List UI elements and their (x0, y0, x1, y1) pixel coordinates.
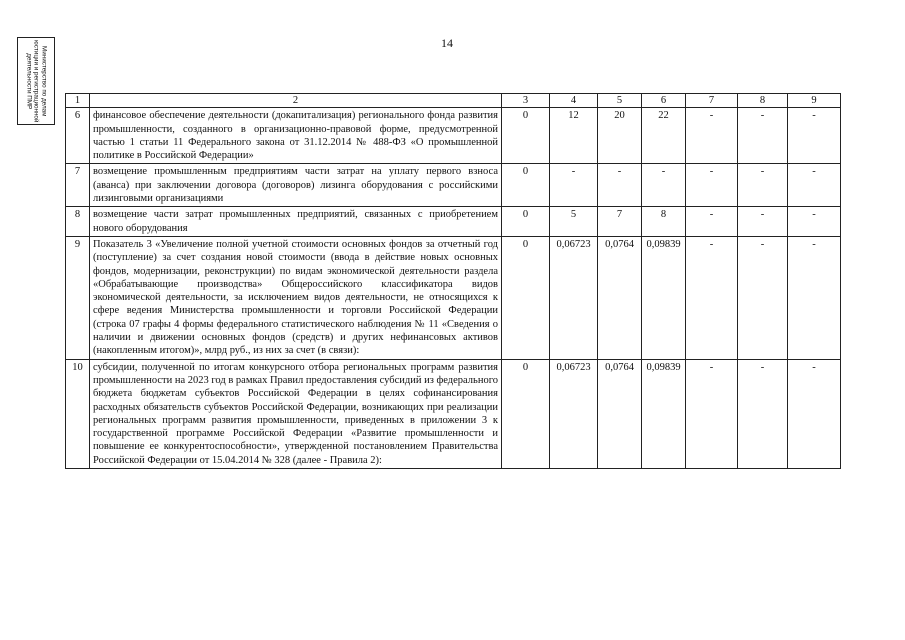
column-header: 5 (598, 94, 642, 108)
table-row (66, 236, 841, 359)
value-cell: 0 (502, 359, 550, 468)
value-cell: 22 (642, 108, 686, 164)
row-number: 6 (66, 108, 90, 164)
value-cell: - (686, 207, 738, 237)
value-cell: 0,0764 (598, 236, 642, 359)
header-row (66, 94, 841, 108)
value-cell: 7 (598, 207, 642, 237)
registration-stamp (17, 37, 55, 125)
value-cell: 0 (502, 207, 550, 237)
column-header: 2 (90, 94, 502, 108)
value-cell: - (550, 164, 598, 207)
value-cell: - (598, 164, 642, 207)
row-number: 8 (66, 207, 90, 237)
column-header: 3 (502, 94, 550, 108)
value-cell: - (788, 207, 841, 237)
value-cell: 0,06723 (550, 236, 598, 359)
column-header: 1 (66, 94, 90, 108)
table-row (66, 207, 841, 237)
row-description: возмещение части затрат промышленных предприятий, связанных с приобретением нового оборудования (90, 207, 502, 237)
table-row (66, 359, 841, 468)
column-header: 6 (642, 94, 686, 108)
column-header: 7 (686, 94, 738, 108)
column-header: 8 (738, 94, 788, 108)
value-cell: - (738, 207, 788, 237)
value-cell: 0,0764 (598, 359, 642, 468)
value-cell: 8 (642, 207, 686, 237)
value-cell: - (788, 236, 841, 359)
value-cell: - (686, 108, 738, 164)
value-cell: 12 (550, 108, 598, 164)
value-cell: - (788, 359, 841, 468)
row-number: 10 (66, 359, 90, 468)
value-cell: 0,06723 (550, 359, 598, 468)
stamp-line-2: юстиции и регистрационной (32, 39, 40, 123)
stamp-line-1: Министерство по делам (40, 45, 48, 117)
stamp-text (25, 40, 48, 122)
value-cell: 5 (550, 207, 598, 237)
value-cell: - (738, 108, 788, 164)
indicators-table (65, 93, 841, 469)
row-description: финансовое обеспечение деятельности (докапитализация) регионального фонда развития промышленности, созданного в организационно-правовой форме, предусмотренной частью 1 статьи 11 Федерального закона от 31.12.2014 № 488-ФЗ «О промышленной политике в Российской Федерации» (90, 108, 502, 164)
value-cell: 0,09839 (642, 359, 686, 468)
row-number: 7 (66, 164, 90, 207)
column-header: 9 (788, 94, 841, 108)
value-cell: 0 (502, 108, 550, 164)
row-description: возмещение промышленным предприятиям части затрат на уплату первого взноса (аванса) при заключении договора (договоров) лизинга оборудования с российскими лизинговыми организациями (90, 164, 502, 207)
row-description: субсидии, полученной по итогам конкурсного отбора региональных программ развития промышленности на 2023 год в рамках Правил предоставления субсидий из федерального бюджета бюджетам субъектов Российской Федерации в целях софинансирования расходных обязательств субъектов Российской Федерации, возникающих при реализации региональных программ развития промышленности, приведенных в приложении 3 к государственной программе Российской Федерации «Развитие промышленности и повышение ее конкурентоспособности», утвержденной постановлением Правительства Российской Федерации от 15.04.2014 № 328 (далее - Правила 2): (90, 359, 502, 468)
value-cell: - (738, 359, 788, 468)
table-row (66, 164, 841, 207)
row-description: Показатель 3 «Увеличение полной учетной стоимости основных фондов за отчетный год (поступление) за счет создания новой стоимости (ввода в действие новых основных фондов, модернизации, реконструкции) по видам экономической деятельности раздела «Обрабатывающие производства» Общероссийского классификатора видов экономической деятельности, за исключением видов деятельности, не относящихся к сфере ведения Министерства промышленности и торговли Российской Федерации (строка 07 графы 4 формы федерального статистического наблюдения № 11 «Сведения о наличии и движении основных фондов (средств) и других нефинансовых активов (накопленным итогом)», млрд руб., из них за счет (в связи): (90, 236, 502, 359)
value-cell: - (788, 164, 841, 207)
value-cell: - (738, 236, 788, 359)
value-cell: - (642, 164, 686, 207)
value-cell: 20 (598, 108, 642, 164)
row-number: 9 (66, 236, 90, 359)
stamp-line-3: деятельности ПМР (25, 53, 33, 109)
value-cell: 0,09839 (642, 236, 686, 359)
value-cell: - (788, 108, 841, 164)
value-cell: - (686, 236, 738, 359)
value-cell: - (686, 359, 738, 468)
page-number: 14 (441, 36, 453, 50)
column-header: 4 (550, 94, 598, 108)
value-cell: 0 (502, 164, 550, 207)
table-row (66, 108, 841, 164)
value-cell: - (738, 164, 788, 207)
value-cell: - (686, 164, 738, 207)
value-cell: 0 (502, 236, 550, 359)
